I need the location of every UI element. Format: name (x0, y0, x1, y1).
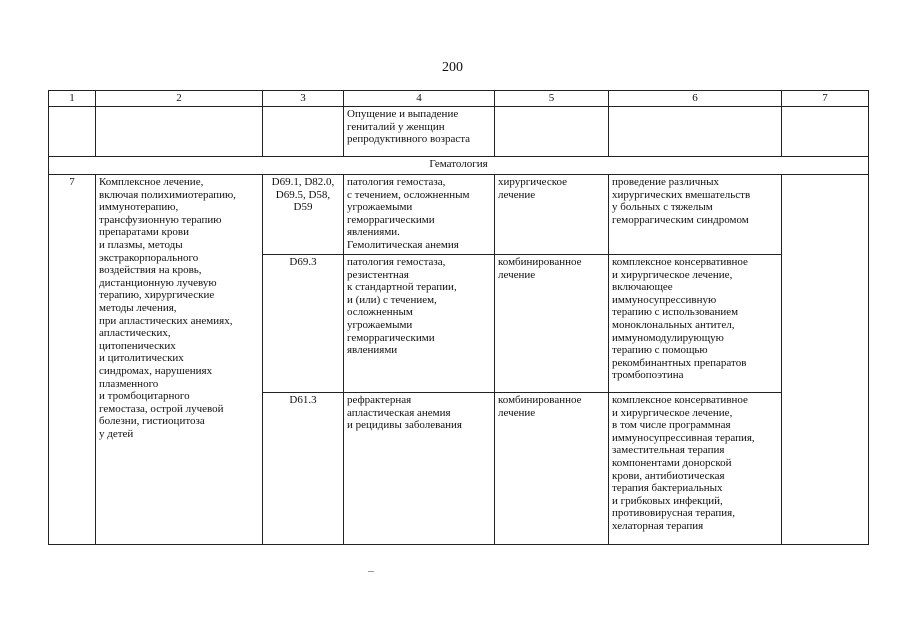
continuation-cell-1 (49, 107, 96, 157)
treatment-type: комбинированное лечение (495, 255, 609, 393)
treatment-type: комбинированное лечение (495, 393, 609, 545)
page-number: 200 (442, 60, 463, 75)
scan-artifact (368, 571, 374, 572)
treatment-method: комплексное консервативное и хирургическое лечение, в том числе программная иммуносупрессивная терапия, заместительная терапия компонентами донорской крови, антибиотическая терапия бактериальных и грибковых инфекций, противовирусная терапия, хелаторная терапия (609, 393, 782, 545)
icd-codes: D69.3 (263, 255, 344, 393)
continuation-cell-5 (495, 107, 609, 157)
section-row (49, 157, 869, 175)
patient-model: патология гемостаза, резистентная к стандартной терапии, и (или) с течением, осложненным угрожаемыми геморрагическими явлениями (344, 255, 495, 393)
table-row (49, 175, 869, 255)
column-number-7: 7 (782, 91, 869, 107)
section-title: Гематология (49, 157, 869, 175)
patient-model: рефрактерная апластическая анемия и рецидивы заболевания (344, 393, 495, 545)
column-number-2: 2 (96, 91, 263, 107)
treatment-method: проведение различных хирургических вмешательств у больных с тяжелым геморрагическим синдромом (609, 175, 782, 255)
continuation-cell-7 (782, 107, 869, 157)
continuation-cell-6 (609, 107, 782, 157)
entry-number: 7 (49, 175, 96, 545)
column-number-6: 6 (609, 91, 782, 107)
continuation-model-cell: Опущение и выпадение гениталий у женщин репродуктивного возраста (344, 107, 495, 157)
medical-care-table (48, 90, 869, 545)
column-number-row (49, 91, 869, 107)
treatment-method: комплексное консервативное и хирургическое лечение, включающее иммуносупрессивную терапию с использованием моноклональных антител, иммуномодулирующую терапию с помощью рекомбинантных препаратов тромбопоэтина (609, 255, 782, 393)
icd-codes: D69.1, D82.0, D69.5, D58, D59 (263, 175, 344, 255)
continuation-cell-2 (96, 107, 263, 157)
column-number-4: 4 (344, 91, 495, 107)
tariff-cell (782, 175, 869, 545)
treatment-type: хирургическое лечение (495, 175, 609, 255)
continuation-row (49, 107, 869, 157)
icd-codes: D61.3 (263, 393, 344, 545)
continuation-cell-3 (263, 107, 344, 157)
treatment-description: Комплексное лечение, включая полихимиотерапию, иммунотерапию, трансфузионную терапию препаратами крови и плазмы, методы экстракорпорального воздействия на кровь, дистанционную лучевую терапию, хирургические методы лечения, при апластических анемиях, апластических, цитопенических и цитолитических синдромах, нарушениях плазменного и тромбоцитарного гемостаза, острой лучевой болезни, гистиоцитоза у детей (96, 175, 263, 545)
patient-model: патология гемостаза, с течением, осложненным угрожаемыми геморрагическими явлениями. Гемолитическая анемия (344, 175, 495, 255)
column-number-1: 1 (49, 91, 96, 107)
column-number-3: 3 (263, 91, 344, 107)
column-number-5: 5 (495, 91, 609, 107)
